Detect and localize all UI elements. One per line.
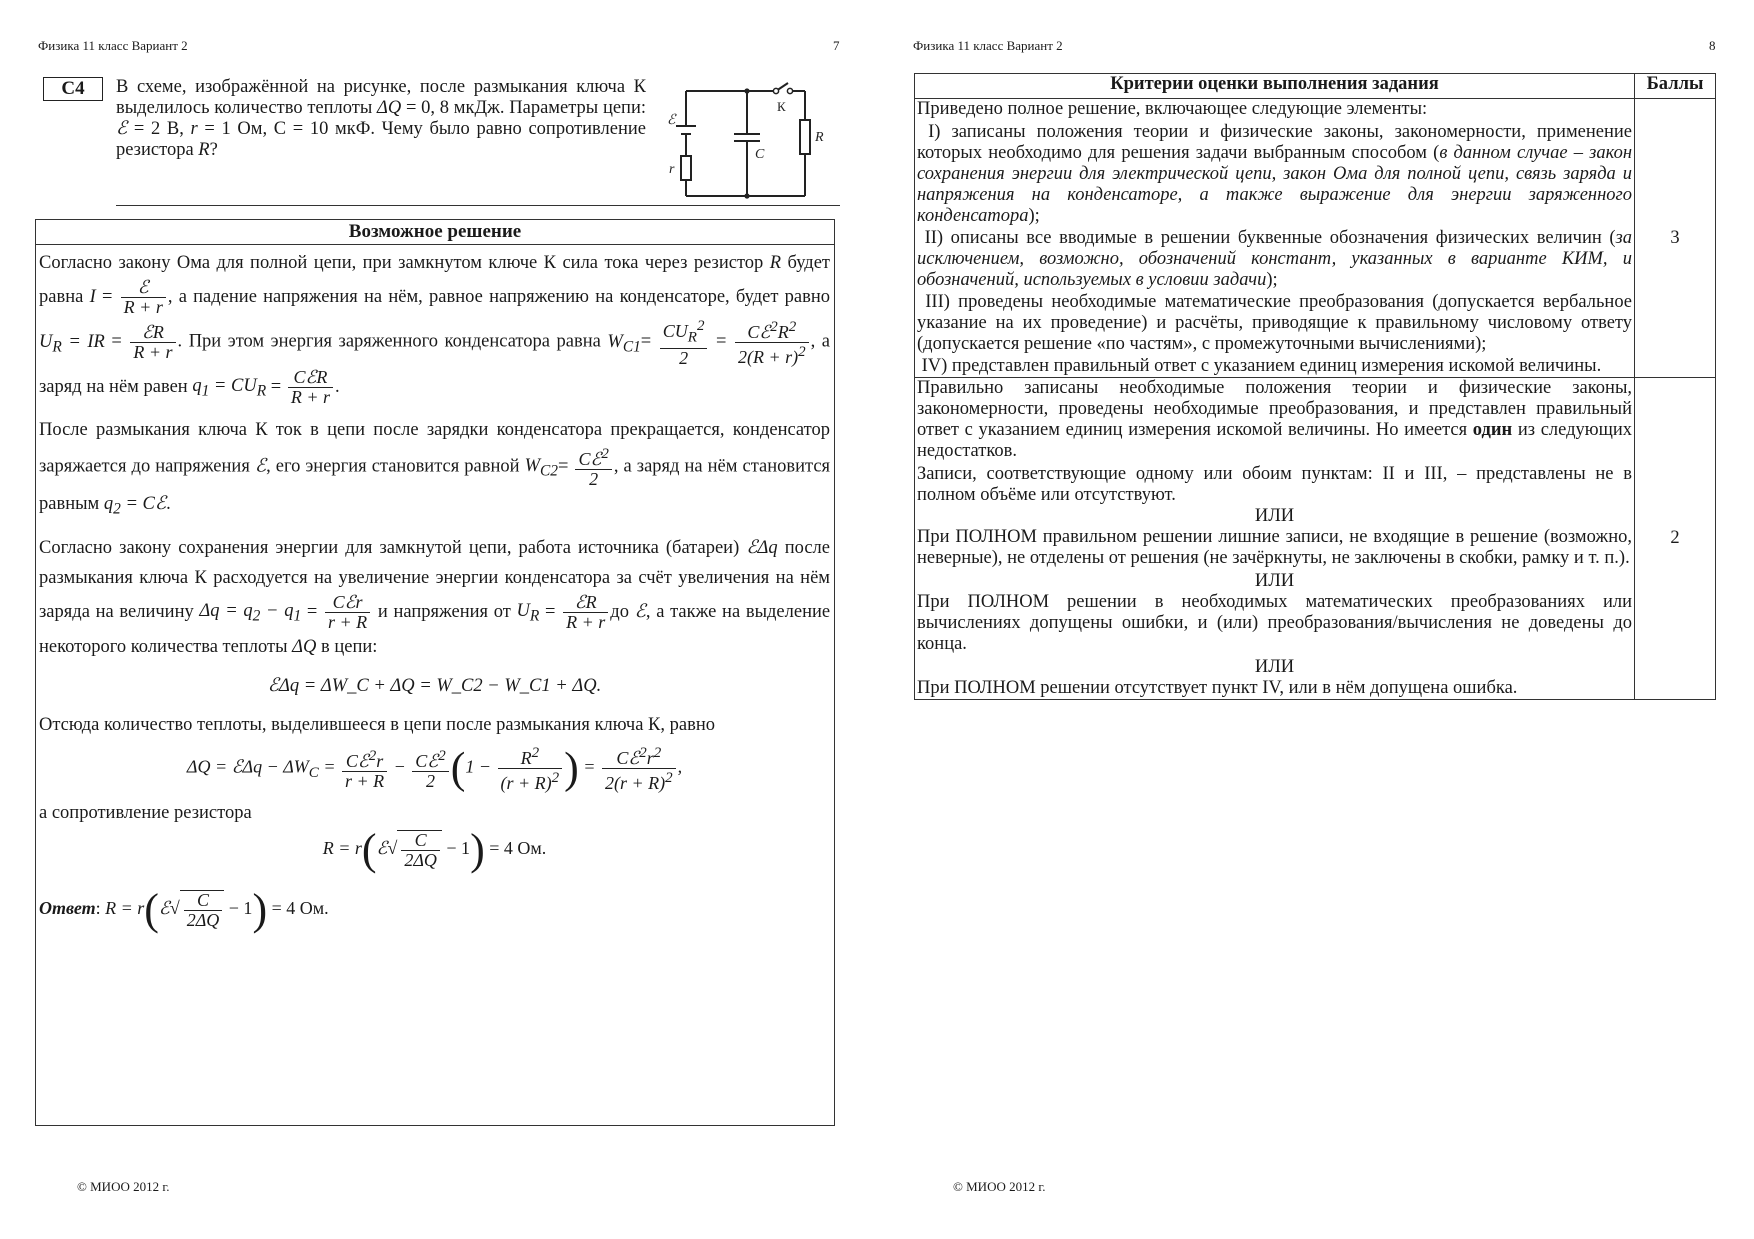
junction-dot [744, 193, 749, 198]
task-var-dq: ΔQ [377, 98, 402, 118]
math-var: $q_2$ = Cℰ [103, 494, 167, 518]
solution-box [35, 219, 835, 1126]
solution-paragraph-5: а сопротивление резистора [39, 803, 252, 824]
circuit-label-c: C [755, 147, 765, 162]
formula-fraction: ℰ R + r [121, 278, 166, 317]
page-header: Физика 11 класс Вариант 2 [913, 38, 1063, 53]
circuit-label-R: R [815, 130, 824, 145]
circuit-label-emf: ℰ [667, 113, 676, 128]
formula-fraction: ℰR R + r [130, 323, 175, 362]
table-row [915, 99, 1716, 378]
task-var-r: r [190, 119, 198, 139]
task-var-emf: ℰ [116, 119, 128, 139]
math-var: I [89, 286, 96, 307]
task-var-R: R [198, 140, 210, 160]
solution-title: Возможное решение [36, 220, 834, 245]
task-text-4: = 1 Ом, С = 10 мкФ. Чему было равно сопротивление резистора [116, 119, 647, 160]
junction-dot [744, 88, 749, 93]
solution-body [39, 248, 831, 935]
equation-energy-balance: ℰΔq = ΔW_C + ΔQ = W_C2 − W_C1 + ΔQ. [267, 676, 602, 697]
math-var: $q_1 = CU_R$ [192, 376, 267, 401]
formula-fraction: Cℰr r + R [325, 593, 370, 632]
circuit-label-r: r [669, 162, 675, 177]
table-header-row [915, 74, 1716, 99]
score-cell: 2 [1635, 378, 1716, 700]
task-text-3: = 2 В, [127, 119, 191, 139]
circuit-label-k: К [777, 99, 786, 114]
task-code: C4 [43, 77, 103, 101]
criteria-cell-2: Правильно записаны необходимые положения теории и физические законы, закономерности, проведены необходимые преобразования, и представлен правильный ответ с указанием единиц измерения искомой величины. Но имеется один из следующих недостатков. Записи, соответствующие одному или обоим пунктам: II и III, – представлены не в полном объёме или отсутствуют. ИЛИ При ПОЛНОМ правильном решении лишние записи, не входящие в решение (возможно, неверные), не отделены от решения (не зачёркнуты, не заключены в скобки, рамку и т. п.). ИЛИ При ПОЛНОМ решении в необходимых математических преобразованиях или вычислениях допущены ошибки, и (или) преобразования/вычисления не доведены до конца. ИЛИ При ПОЛНОМ решении отсутствует пункт IV, или в нём допущена ошибка. [915, 378, 1635, 700]
score-cell: 3 [1635, 99, 1716, 378]
page-number: 8 [1709, 38, 1716, 53]
task-text-5: ? [209, 140, 218, 160]
math-var: $W_{C2}$ [524, 456, 558, 480]
solution-answer: Ответ: R = r(ℰ√ $\frac{C}{2\Delta Q}$ − 1) = 4 Ом. [39, 885, 329, 935]
solution-paragraph-4: Отсюда количество теплоты, выделившееся в цепи после размыкания ключа К, равно [39, 715, 715, 736]
equation-heat: ΔQ = ℰΔq − $\Delta W_C$ = Cℰ$^2$r r + R − Cℰ$^2$ 2 (1 − $\frac{R^2}{(r + R)^2}$ ) = $Cℰ^2r^2$ $2(r + R)^2$ , [186, 743, 683, 794]
column-header-score: Баллы [1635, 74, 1716, 99]
math-var: $U_R$ [516, 601, 540, 626]
formula-fraction: ℰR R + r [563, 593, 608, 632]
formula-fraction: $CU_R^2$ 2 [660, 317, 708, 368]
right-page [877, 0, 1754, 1239]
page-number: 7 [833, 38, 840, 53]
solution-paragraph-1: Согласно закону Ома для полной цепи, при замкнутом ключе К сила тока через резистор R будет равна I = ℰ R + r , а падение напряжения на нём, равное напряжению на конденсаторе, будет равно $U_R$ = IR = ℰR R + r . При этом энергия заряженного конденсатора равна $W_{C1}=$ $CU_R^2$ 2 = $Cℰ^2R^2$ $2(R + r)^2$ , а заряд на нём равен $q_1 = CU_R$ = CℰR R + r . [39, 253, 831, 407]
column-header-criteria: Критерии оценки выполнения задания [915, 74, 1635, 99]
page-header: Физика 11 класс Вариант 2 [38, 38, 188, 53]
key-contact [787, 88, 792, 93]
formula-fraction: $Cℰ^2R^2$ $2(R + r)^2$ [735, 318, 809, 367]
page-footer: © МИОО 2012 г. [953, 1179, 1046, 1194]
math-var: R [769, 253, 782, 273]
task-text-1: В схеме, изображённой на рисунке, после размыкания ключа К выделилось количество теплоты [116, 77, 646, 118]
solution-paragraph-3: Согласно закону сохранения энергии для замкнутой цепи, работа источника (батареи) ℰΔq после размыкания ключа К расходуется на увеличение энергии конденсатора за счёт увеличения на нём заряда на величину $\Delta q = q_2 - q_1$ = Cℰr r + R и напряжения от $U_R$ = ℰR R + r до ℰ, а также на выделение некоторого количества теплоты ΔQ в цепи: [39, 537, 831, 658]
circuit-diagram [662, 78, 822, 200]
key-contact [773, 88, 778, 93]
solution-paragraph-2: После размыкания ключа К ток в цепи после зарядки конденсатора прекращается, конденсатор заряжается до напряжения ℰ, его энергия становится равной $W_{C2}=$ Cℰ$^2$ 2 , а заряд на нём становится равным $q_2$ = Cℰ. [39, 420, 831, 518]
criteria-table [914, 73, 1716, 700]
equation-resistance: R = r(ℰ√ $\frac{C}{2\Delta Q}$ − 1) = 4 Ом. [322, 825, 547, 875]
formula-fraction: Cℰ$^2$ 2 [575, 445, 611, 489]
task-statement [116, 77, 646, 161]
math-var: $\Delta q = q_2 - q_1$ [199, 601, 302, 626]
task-divider [116, 205, 840, 206]
math-var: $W_{C1}$ [607, 331, 641, 356]
page-footer: © МИОО 2012 г. [77, 1179, 170, 1194]
criteria-cell-3: Приведено полное решение, включающее следующие элементы: I) записаны положения теории и физические законы, закономерности, применение которых необходимо для решения задачи выбранным способом (в данном случае – закон сохранения энергии для электрической цепи, закон Ома для полной цепи, связь заряда и напряжения на конденсаторе, а также выражение для энергии заряженного конденсатора); II) описаны все вводимые в решении буквенные обозначения физических величин (за исключением, возможно, обозначений констант, указанных в варианте КИМ, и обозначений, используемых в условии задачи); III) проведены необходимые математические преобразования (допускается вербальное указание на их проведение) и расчёты, приводящие к правильному числовому ответу (допускается решение «по частям», с промежуточными вычислениями); IV) представлен правильный ответ с указанием единиц измерения искомой величины. [915, 99, 1635, 378]
table-row [915, 378, 1716, 700]
task-text-2: = 0, 8 мкДж. Параметры цепи: [401, 98, 647, 118]
formula-fraction: CℰR R + r [288, 368, 333, 407]
math-var: $U_R$ = IR [39, 331, 105, 356]
